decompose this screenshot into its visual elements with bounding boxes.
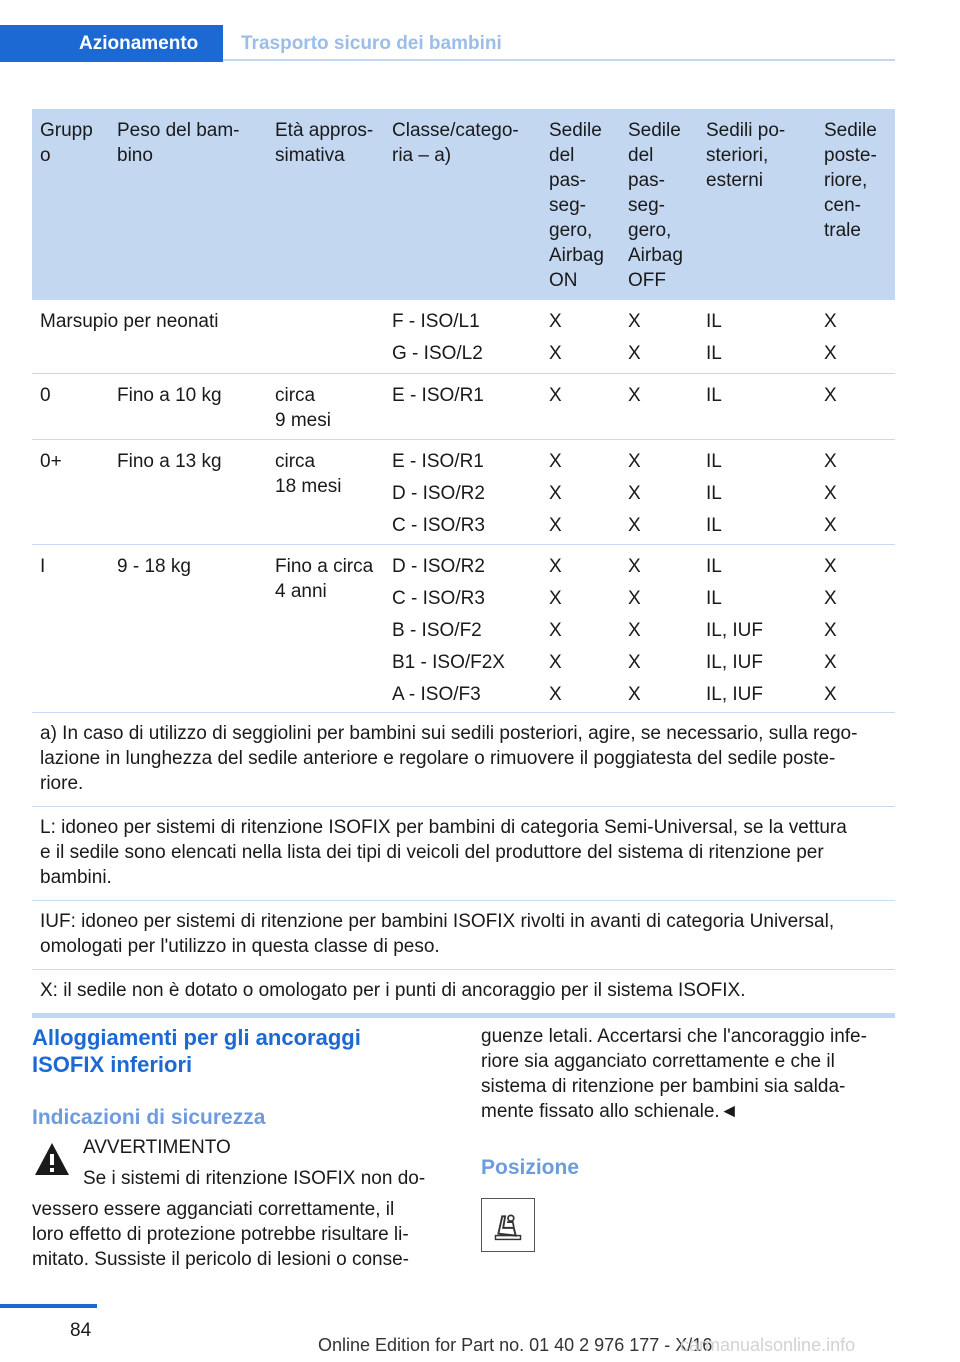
row-airbag-on: X X [549,311,562,364]
section-left-column [32,1024,452,1131]
section-right-column [481,1024,895,1181]
edition-info: Online Edition for Part no. 01 40 2 976 177 - X/16 [318,1335,713,1355]
header-cell-weight: Peso del bam- bino [117,120,240,166]
table-header [32,109,895,300]
header-cell-airbag-on: Sedile del pas- seg- gero, Airbag ON [549,120,604,291]
position-title: Posizione [481,1156,580,1179]
row-group: Marsupio per neonati [40,311,219,332]
row-rear-outer: IL IL IL [706,451,722,536]
row-group: I [40,556,46,577]
row-airbag-on: X X X [549,451,562,536]
warning-triangle-icon [32,1139,72,1179]
row-age: Fino a circa 4 anni [275,556,374,602]
watermark: carmanualsonline.info [680,1335,856,1355]
chapter-title: Trasporto sicuro dei bambini [241,33,502,54]
warning-body: vessero essere agganciati correttamente, il loro effetto di protezione potrebbe risultare li- mitato. Sussiste il pericolo di lesioni o conse- [32,1199,410,1270]
row-classes: D - ISO/R2 C - ISO/R3 B - ISO/F2 B1 - ISO/F2X A - ISO/F3 [392,556,505,705]
header-cell-group: Grupp o [40,120,93,166]
header-cell-age: Età appros- simativa [275,120,374,166]
table-note: L: idoneo per sistemi di ritenzione ISOFIX per bambini di categoria Semi-Universal, se la vettura e il sedile sono elencati nella lista dei tipi di veicoli del produttore del sistema di ritenzione per bambini. [32,807,895,901]
isofix-table [32,109,895,1018]
row-airbag-on: X X X X X [549,556,562,705]
header-cell-rear-outer: Sedili po- steriori, esterni [706,120,786,191]
header-cell-rear-center: Sedile poste- riore, cen- trale [824,120,877,241]
table-row [32,440,895,545]
header-cell-class: Classe/catego- ria – a) [392,120,519,166]
row-airbag-on: X [549,385,562,406]
header-rule [223,59,895,61]
table-note: X: il sedile non è dotato o omologato per i punti di ancoraggio per il sistema ISOFIX. [40,980,746,1001]
warning-header: AVVERTIMENTO Se i sistemi di ritenzione ISOFIX non do- [83,1135,453,1191]
row-rear-center: X X [824,311,837,364]
row-airbag-off: X X [628,311,641,364]
header-cell-airbag-off: Sedile del pas- seg- gero, Airbag OFF [628,120,683,291]
row-airbag-off: X [628,385,641,406]
page-header [0,25,895,62]
row-age: circa 18 mesi [275,451,342,497]
row-weight: 9 - 18 kg [117,556,191,577]
row-rear-center: X [824,385,837,406]
row-rear-outer: IL [706,385,722,406]
page-number: 84 [70,1320,92,1341]
table-row [32,374,895,440]
row-classes: F - ISO/L1 G - ISO/L2 [392,311,483,364]
section-title: Alloggiamenti per gli ancoraggi ISOFIX inferiori [32,1025,361,1077]
row-airbag-off: X X X [628,451,641,536]
row-airbag-off: X X X X X [628,556,641,705]
row-group: 0 [40,385,51,406]
row-classes: E - ISO/R1 [392,385,484,406]
row-rear-outer: IL IL IL, IUF IL, IUF IL, IUF [706,556,764,705]
row-rear-outer: IL IL [706,311,722,364]
row-age: circa 9 mesi [275,385,331,431]
row-group: 0+ [40,451,62,472]
warning-continuation: guenze letali. Accertarsi che l'ancoraggio infe- riore sia agganciato correttamente e che il sistema di ritenzione per bambini sia salda- mente fissato allo schienale.◄ [481,1026,867,1122]
warning-title: AVVERTIMENTO [83,1137,231,1158]
row-rear-center: X X X [824,451,837,536]
table-note: IUF: idoneo per sistemi di ritenzione per bambini ISOFIX rivolti in avanti di categoria Universal, omologati per l'utilizzo in questa classe di peso. [32,901,895,970]
subsection-title: Indicazioni di sicurezza [32,1106,266,1129]
row-classes: E - ISO/R1 D - ISO/R2 C - ISO/R3 [392,451,485,536]
table-bottom-rule [32,1013,895,1018]
section-tab: Azionamento [0,25,223,62]
footer-rule [0,1304,97,1308]
table-row [32,545,895,713]
row-weight: Fino a 10 kg [117,385,222,406]
isofix-seat-icon [481,1198,535,1252]
row-weight: Fino a 13 kg [117,451,222,472]
table-note: a) In caso di utilizzo di seggiolini per bambini sui sedili posteriori, agire, se necessario, sulla rego- lazione in lunghezza del sedile anteriore e regolare o rimuovere il poggiatesta del sedile poste- riore. [32,713,895,807]
row-rear-center: X X X X X [824,556,837,705]
table-row [32,300,895,374]
